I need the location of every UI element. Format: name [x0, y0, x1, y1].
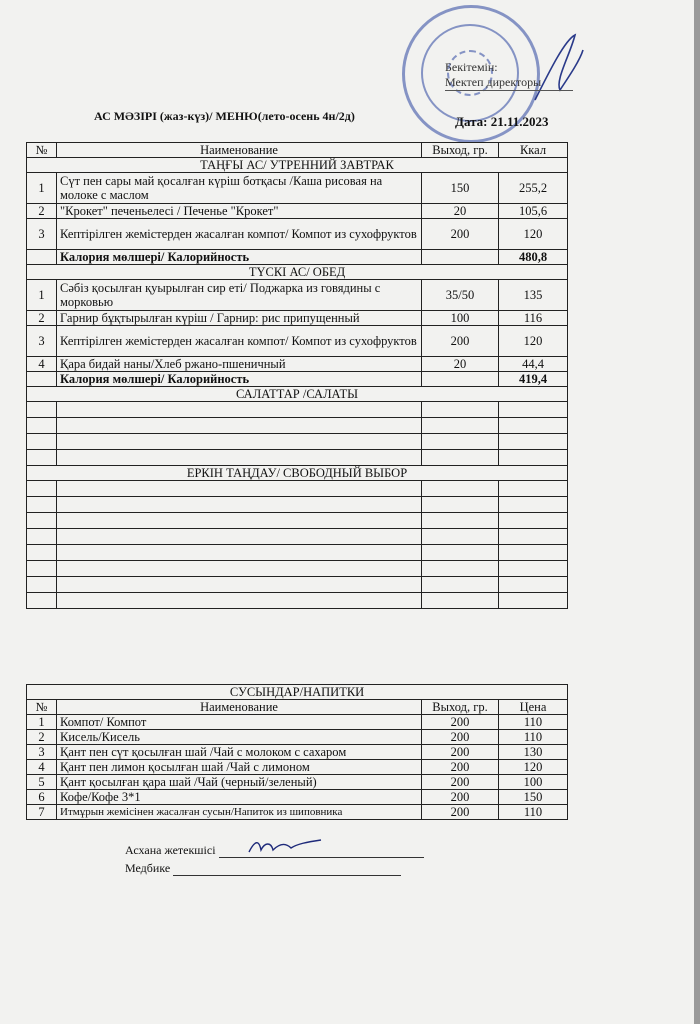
row-name: Гарнир бұқтырылған күріш / Гарнир: рис припущенный — [57, 311, 422, 326]
table-row — [27, 173, 568, 204]
page-title: АС МӘЗІРІ (жаз-күз)/ МЕНЮ(лето-осень 4н/2д) — [94, 109, 355, 123]
row-price: 120 — [499, 760, 568, 775]
section-free-choice — [27, 466, 568, 481]
row-output: 150 — [422, 173, 499, 204]
total-value: 480,8 — [499, 250, 568, 265]
row-name: Сүт пен сары май қосалған күріш ботқасы /Каша рисовая на молоке с маслом — [57, 173, 422, 204]
table-row — [27, 760, 568, 775]
row-name: Кофе/Кофе 3*1 — [57, 790, 422, 805]
table-row — [27, 204, 568, 219]
table-row — [27, 805, 568, 820]
section-title: ТҮСКІ АС/ ОБЕД — [27, 265, 568, 280]
row-name: "Крокет" печеньелесі / Печенье "Крокет" — [57, 204, 422, 219]
row-output: 35/50 — [422, 280, 499, 311]
row-num: 6 — [27, 790, 57, 805]
row-num: 4 — [27, 357, 57, 372]
row-num: 3 — [27, 219, 57, 250]
row-name: Кептірілген жемістерден жасалған компот/ Компот из сухофруктов — [57, 219, 422, 250]
row-kcal: 135 — [499, 280, 568, 311]
section-title: САЛАТТАР /САЛАТЫ — [27, 387, 568, 402]
row-price: 110 — [499, 805, 568, 820]
drinks-table — [26, 684, 568, 820]
approval-block — [445, 60, 573, 91]
row-num: 1 — [27, 715, 57, 730]
total-row — [27, 372, 568, 387]
table-row — [27, 357, 568, 372]
row-num: 4 — [27, 760, 57, 775]
empty-row — [27, 481, 568, 497]
header-num: № — [27, 700, 57, 715]
row-kcal: 44,4 — [499, 357, 568, 372]
row-name: Кептірілген жемістерден жасалған компот/ Компот из сухофруктов — [57, 326, 422, 357]
row-name: Компот/ Компот — [57, 715, 422, 730]
total-row — [27, 250, 568, 265]
row-num: 3 — [27, 326, 57, 357]
row-price: 110 — [499, 730, 568, 745]
approved-label: Бекітемін: — [445, 60, 498, 74]
row-price: 100 — [499, 775, 568, 790]
row-kcal: 255,2 — [499, 173, 568, 204]
row-num: 2 — [27, 311, 57, 326]
row-name: Қара бидай наны/Хлеб ржано-пшеничный — [57, 357, 422, 372]
row-num: 7 — [27, 805, 57, 820]
row-output: 20 — [422, 357, 499, 372]
row-name: Итмұрын жемісінен жасалған сусын/Напиток из шиповника — [57, 805, 422, 820]
empty-row — [27, 561, 568, 577]
row-num: 1 — [27, 280, 57, 311]
row-output: 100 — [422, 311, 499, 326]
section-drinks — [27, 685, 568, 700]
section-title: ЕРКІН ТАҢДАУ/ СВОБОДНЫЙ ВЫБОР — [27, 466, 568, 481]
empty-row — [27, 513, 568, 529]
row-num: 3 — [27, 745, 57, 760]
empty-row — [27, 545, 568, 561]
header-num: № — [27, 143, 57, 158]
section-salads — [27, 387, 568, 402]
total-value: 419,4 — [499, 372, 568, 387]
row-output: 200 — [422, 745, 499, 760]
empty-row — [27, 577, 568, 593]
table-row — [27, 790, 568, 805]
section-breakfast — [27, 158, 568, 173]
menu-table — [26, 142, 568, 609]
section-title: СУСЫНДАР/НАПИТКИ — [27, 685, 568, 700]
empty-row — [27, 450, 568, 466]
cook-label: Асхана жетекшісі — [125, 843, 216, 857]
drinks-header-row — [27, 700, 568, 715]
empty-row — [27, 434, 568, 450]
row-kcal: 120 — [499, 219, 568, 250]
header-row — [27, 143, 568, 158]
empty-row — [27, 593, 568, 609]
row-price: 110 — [499, 715, 568, 730]
row-output: 20 — [422, 204, 499, 219]
table-row — [27, 745, 568, 760]
table-row — [27, 280, 568, 311]
row-output: 200 — [422, 326, 499, 357]
row-name: Қант қосылған қара шай /Чай (черный/зеленый) — [57, 775, 422, 790]
header-output: Выход, гр. — [422, 700, 499, 715]
row-kcal: 105,6 — [499, 204, 568, 219]
medic-signature-line — [125, 861, 401, 876]
row-kcal: 120 — [499, 326, 568, 357]
header-output: Выход, гр. — [422, 143, 499, 158]
header-name: Наименование — [57, 143, 422, 158]
row-name: Қант пен лимон қосылған шай /Чай с лимоном — [57, 760, 422, 775]
section-title: ТАҢҒЫ АС/ УТРЕННИЙ ЗАВТРАК — [27, 158, 568, 173]
row-name: Кисель/Кисель — [57, 730, 422, 745]
header-name: Наименование — [57, 700, 422, 715]
section-lunch — [27, 265, 568, 280]
row-output: 200 — [422, 775, 499, 790]
header-kcal: Ккал — [499, 143, 568, 158]
row-num: 5 — [27, 775, 57, 790]
total-label: Калория мөлшері/ Калорийность — [57, 250, 422, 265]
row-output: 200 — [422, 760, 499, 775]
empty-row — [27, 418, 568, 434]
medic-label: Медбике — [125, 861, 171, 875]
row-output: 200 — [422, 730, 499, 745]
cook-signature — [245, 836, 325, 860]
table-row — [27, 326, 568, 357]
row-price: 150 — [499, 790, 568, 805]
table-row — [27, 219, 568, 250]
table-row — [27, 311, 568, 326]
row-output: 200 — [422, 219, 499, 250]
row-price: 130 — [499, 745, 568, 760]
empty-row — [27, 497, 568, 513]
director-label: Мектеп директоры — [445, 75, 573, 91]
row-name: Сәбіз қосылған қуырылған сир еті/ Поджарка из говядины с морковью — [57, 280, 422, 311]
row-num: 2 — [27, 730, 57, 745]
menu-date: Дата: 21.11.2023 — [455, 114, 549, 129]
row-output: 200 — [422, 715, 499, 730]
table-row — [27, 775, 568, 790]
table-row — [27, 730, 568, 745]
empty-row — [27, 402, 568, 418]
row-output: 200 — [422, 805, 499, 820]
table-row — [27, 715, 568, 730]
row-output: 200 — [422, 790, 499, 805]
row-num: 1 — [27, 173, 57, 204]
row-kcal: 116 — [499, 311, 568, 326]
total-label: Калория мөлшері/ Калорийность — [57, 372, 422, 387]
empty-row — [27, 529, 568, 545]
row-name: Қант пен сүт қосылған шай /Чай с молоком с сахаром — [57, 745, 422, 760]
row-num: 2 — [27, 204, 57, 219]
header-price: Цена — [499, 700, 568, 715]
